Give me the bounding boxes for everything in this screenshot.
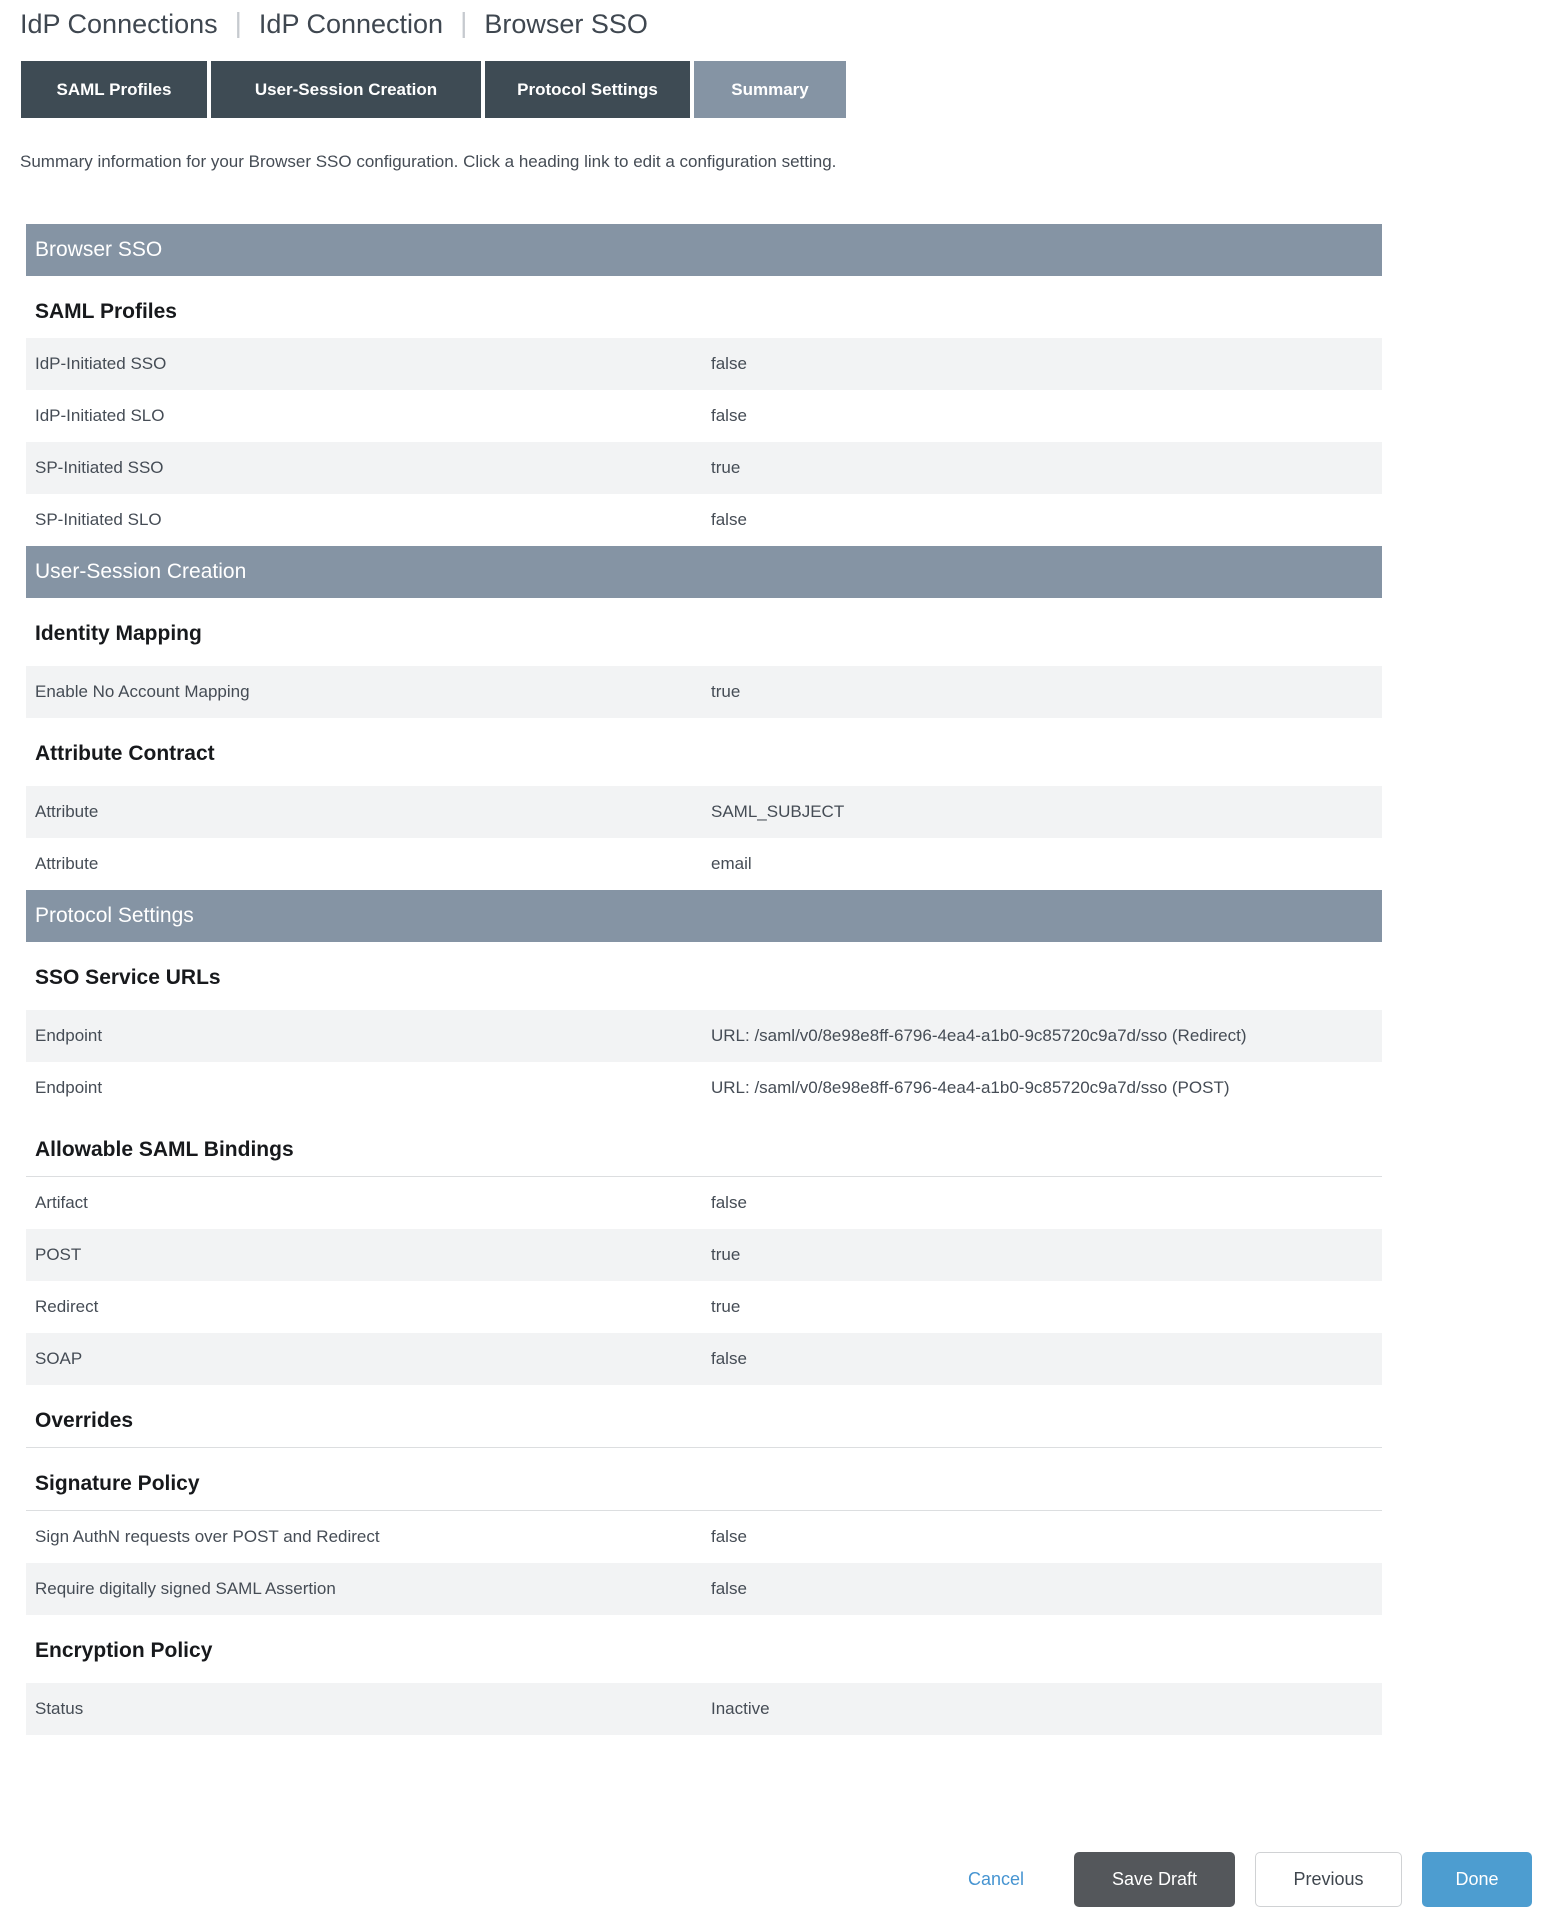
breadcrumb-item-idp-connection[interactable]: IdP Connection — [258, 8, 444, 39]
row-value: true — [711, 458, 741, 477]
row-label: Sign AuthN requests over POST and Redirect — [35, 1527, 380, 1546]
row-label: Redirect — [35, 1297, 99, 1316]
summary-row-endpoint — [26, 1010, 1382, 1062]
row-label: Attribute — [35, 802, 99, 821]
row-value: URL: /saml/v0/8e98e8ff-6796-4ea4-a1b0-9c85720c9a7d/sso (POST) — [711, 1078, 1230, 1097]
summary-row-sp-initiated-sso — [26, 442, 1382, 494]
summary-row-idp-initiated-sso — [26, 338, 1382, 390]
row-label: Endpoint — [35, 1078, 103, 1097]
summary-row-endpoint — [26, 1062, 1382, 1114]
row-label: IdP-Initiated SSO — [35, 354, 167, 373]
summary-row-require-digitally-signed-saml-assertion — [26, 1563, 1382, 1615]
subsection-heading-overrides[interactable]: Overrides — [35, 1409, 134, 1432]
section-bar-protocol-settings[interactable]: Protocol Settings — [26, 890, 1382, 942]
row-value: false — [711, 406, 747, 425]
section-bar-user-session-creation[interactable]: User-Session Creation — [26, 546, 1382, 598]
summary-row-soap — [26, 1333, 1382, 1385]
summary-row-idp-initiated-slo — [26, 390, 1382, 442]
row-value: SAML_SUBJECT — [711, 802, 845, 821]
row-label: Artifact — [35, 1193, 88, 1212]
row-label: IdP-Initiated SLO — [35, 406, 165, 425]
row-value: false — [711, 510, 747, 529]
breadcrumb-item-idp-connections[interactable]: IdP Connections — [20, 8, 218, 39]
subsection-heading-sso-service-urls[interactable]: SSO Service URLs — [35, 966, 221, 989]
summary-row-post — [26, 1229, 1382, 1281]
summary-row-sign-authn-requests-over-post-and-redirect — [26, 1511, 1382, 1563]
row-label: Status — [35, 1699, 84, 1718]
section-bar-browser-sso[interactable]: Browser SSO — [26, 224, 1382, 276]
subsection-heading-attribute-contract[interactable]: Attribute Contract — [35, 742, 215, 765]
summary-row-redirect — [26, 1281, 1382, 1333]
row-value: true — [711, 1297, 741, 1316]
subsection-heading-identity-mapping[interactable]: Identity Mapping — [35, 622, 202, 645]
row-value: URL: /saml/v0/8e98e8ff-6796-4ea4-a1b0-9c85720c9a7d/sso (Redirect) — [711, 1026, 1247, 1045]
page-description: Summary information for your Browser SSO configuration. Click a heading link to edit a configuration setting. — [20, 152, 837, 171]
subsection-heading-saml-profiles[interactable]: SAML Profiles — [35, 300, 177, 323]
tab-summary[interactable]: Summary — [694, 61, 846, 118]
footer-actions — [968, 1852, 1532, 1907]
breadcrumb — [0, 0, 1552, 40]
summary-row-enable-no-account-mapping — [26, 666, 1382, 718]
row-value: false — [711, 354, 747, 373]
row-label: Endpoint — [35, 1026, 103, 1045]
done-button[interactable]: Done — [1422, 1852, 1532, 1907]
row-label: Attribute — [35, 854, 99, 873]
row-label: Require digitally signed SAML Assertion — [35, 1579, 336, 1598]
breadcrumb-item-browser-sso: Browser SSO — [484, 8, 648, 39]
cancel-button[interactable]: Cancel — [967, 1869, 1024, 1889]
summary-row-sp-initiated-slo — [26, 494, 1382, 546]
row-value: false — [711, 1349, 747, 1368]
subsection-heading-encryption-policy[interactable]: Encryption Policy — [35, 1639, 213, 1662]
breadcrumb-separator: | — [234, 7, 242, 38]
row-label: SP-Initiated SLO — [35, 510, 162, 529]
summary-row-attribute — [26, 786, 1382, 838]
row-value: Inactive — [711, 1699, 770, 1718]
summary-row-attribute — [26, 838, 1382, 890]
row-label: Enable No Account Mapping — [35, 682, 250, 701]
summary-table — [26, 224, 1382, 1735]
subsection-heading-allowable-saml-bindings[interactable]: Allowable SAML Bindings — [35, 1138, 294, 1161]
summary-row-status — [26, 1683, 1382, 1735]
tab-user-session-creation[interactable]: User-Session Creation — [211, 61, 481, 118]
tab-saml-profiles[interactable]: SAML Profiles — [21, 61, 207, 118]
breadcrumb-separator: | — [460, 7, 468, 38]
tab-bar — [21, 61, 1552, 118]
row-value: false — [711, 1193, 747, 1212]
row-label: SOAP — [35, 1349, 83, 1368]
summary-row-artifact — [26, 1177, 1382, 1229]
save-draft-button[interactable]: Save Draft — [1074, 1852, 1235, 1907]
row-label: POST — [35, 1245, 82, 1264]
tab-protocol-settings[interactable]: Protocol Settings — [485, 61, 690, 118]
row-value: false — [711, 1527, 747, 1546]
row-value: email — [711, 854, 752, 873]
subsection-heading-signature-policy[interactable]: Signature Policy — [35, 1472, 200, 1495]
row-value: true — [711, 1245, 741, 1264]
row-label: SP-Initiated SSO — [35, 458, 164, 477]
row-value: true — [711, 682, 741, 701]
previous-button[interactable]: Previous — [1255, 1852, 1402, 1907]
row-value: false — [711, 1579, 747, 1598]
